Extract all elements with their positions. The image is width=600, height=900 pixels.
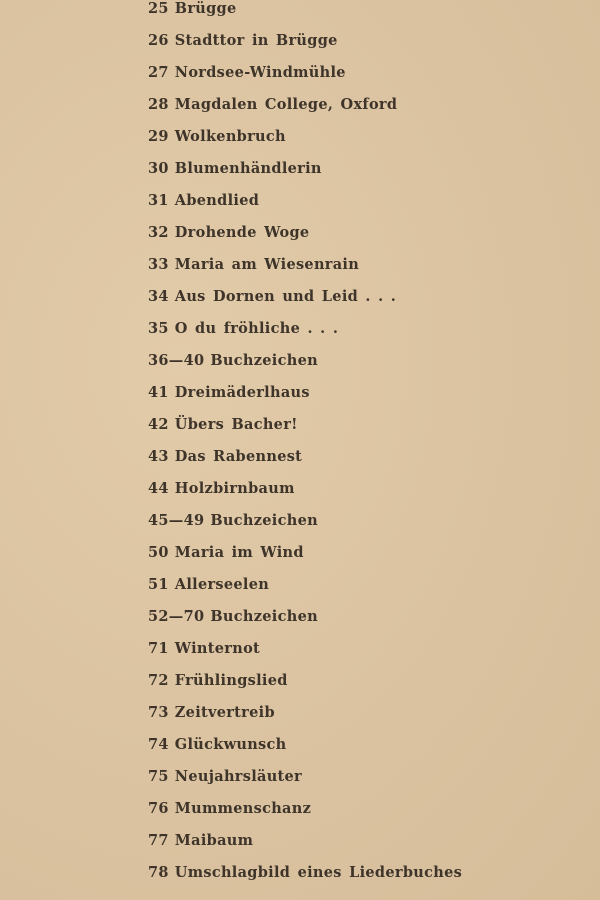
entry-number: 30 bbox=[148, 160, 169, 177]
entry-title: Winternot bbox=[174, 640, 261, 657]
entry-number: 43 bbox=[148, 448, 169, 465]
index-entry bbox=[148, 608, 318, 626]
index-entry bbox=[148, 0, 237, 18]
entry-title: Dreimäderlhaus bbox=[174, 384, 310, 401]
index-entry bbox=[148, 384, 310, 402]
entry-title: Maibaum bbox=[174, 832, 254, 849]
entry-title: Neujahrsläuter bbox=[174, 768, 302, 785]
index-entry bbox=[148, 224, 309, 242]
index-entry bbox=[148, 160, 322, 178]
entry-number: 35 bbox=[148, 320, 169, 337]
entry-number: 42 bbox=[148, 416, 169, 433]
index-entry bbox=[148, 800, 311, 818]
entry-title: Blumenhändlerin bbox=[174, 160, 322, 177]
index-entry bbox=[148, 768, 302, 786]
entry-title: Holzbirnbaum bbox=[174, 480, 295, 497]
entry-number: 51 bbox=[148, 576, 169, 593]
index-entry bbox=[148, 416, 298, 434]
entry-title: Aus Dornen und Leid . . . bbox=[174, 288, 397, 305]
entry-title: Brügge bbox=[174, 0, 237, 17]
entry-number: 45—49 bbox=[148, 512, 205, 529]
entry-number: 29 bbox=[148, 128, 169, 145]
entry-number: 52—70 bbox=[148, 608, 205, 625]
entry-title: O du fröhliche . . . bbox=[174, 320, 339, 337]
entry-number: 72 bbox=[148, 672, 169, 689]
index-entry bbox=[148, 832, 253, 850]
entry-title: Abendlied bbox=[174, 192, 260, 209]
entry-title: Frühlingslied bbox=[174, 672, 288, 689]
index-entry bbox=[148, 576, 269, 594]
index-entry bbox=[148, 512, 318, 530]
index-entry bbox=[148, 544, 304, 562]
entry-number: 75 bbox=[148, 768, 169, 785]
index-entry bbox=[148, 128, 286, 146]
entry-title: Zeitvertreib bbox=[174, 704, 275, 721]
index-entry bbox=[148, 288, 396, 306]
entry-number: 50 bbox=[148, 544, 169, 561]
entry-title: Buchzeichen bbox=[210, 352, 318, 369]
index-entry bbox=[148, 96, 397, 114]
entry-number: 78 bbox=[148, 864, 169, 881]
entry-title: Übers Bacher! bbox=[174, 416, 298, 433]
entry-number: 36—40 bbox=[148, 352, 205, 369]
entry-title: Wolkenbruch bbox=[174, 128, 286, 145]
index-entry bbox=[148, 256, 359, 274]
entry-number: 44 bbox=[148, 480, 169, 497]
index-entry bbox=[148, 640, 260, 658]
index-entry bbox=[148, 320, 338, 338]
entry-number: 28 bbox=[148, 96, 169, 113]
entry-number: 32 bbox=[148, 224, 169, 241]
entry-title: Buchzeichen bbox=[210, 608, 318, 625]
entry-number: 34 bbox=[148, 288, 169, 305]
entry-number: 25 bbox=[148, 0, 169, 17]
entry-number: 71 bbox=[148, 640, 169, 657]
entry-title: Nordsee-Windmühle bbox=[174, 64, 346, 81]
entry-title: Maria am Wiesenrain bbox=[174, 256, 360, 273]
entry-title: Das Rabennest bbox=[174, 448, 303, 465]
entry-title: Mummenschanz bbox=[174, 800, 312, 817]
entry-number: 77 bbox=[148, 832, 169, 849]
entry-number: 41 bbox=[148, 384, 169, 401]
entry-number: 27 bbox=[148, 64, 169, 81]
entry-number: 73 bbox=[148, 704, 169, 721]
entry-title: Allerseelen bbox=[174, 576, 270, 593]
index-entry bbox=[148, 480, 295, 498]
entry-title: Magdalen College, Oxford bbox=[174, 96, 398, 113]
index-entry bbox=[148, 864, 462, 882]
entry-title: Drohende Woge bbox=[174, 224, 310, 241]
index-entry bbox=[148, 64, 346, 82]
entry-number: 76 bbox=[148, 800, 169, 817]
index-entry bbox=[148, 672, 288, 690]
index-entry bbox=[148, 352, 318, 370]
index-entry bbox=[148, 32, 338, 50]
entry-title: Umschlagbild eines Liederbuches bbox=[174, 864, 463, 881]
entry-number: 31 bbox=[148, 192, 169, 209]
index-entry bbox=[148, 704, 275, 722]
entry-number: 26 bbox=[148, 32, 169, 49]
entry-title: Buchzeichen bbox=[210, 512, 318, 529]
entry-number: 33 bbox=[148, 256, 169, 273]
entry-title: Glückwunsch bbox=[174, 736, 287, 753]
index-entry bbox=[148, 192, 259, 210]
entry-title: Maria im Wind bbox=[174, 544, 304, 561]
index-entry bbox=[148, 736, 287, 754]
entry-number: 74 bbox=[148, 736, 169, 753]
entry-title: Stadttor in Brügge bbox=[174, 32, 338, 49]
index-entry bbox=[148, 448, 302, 466]
